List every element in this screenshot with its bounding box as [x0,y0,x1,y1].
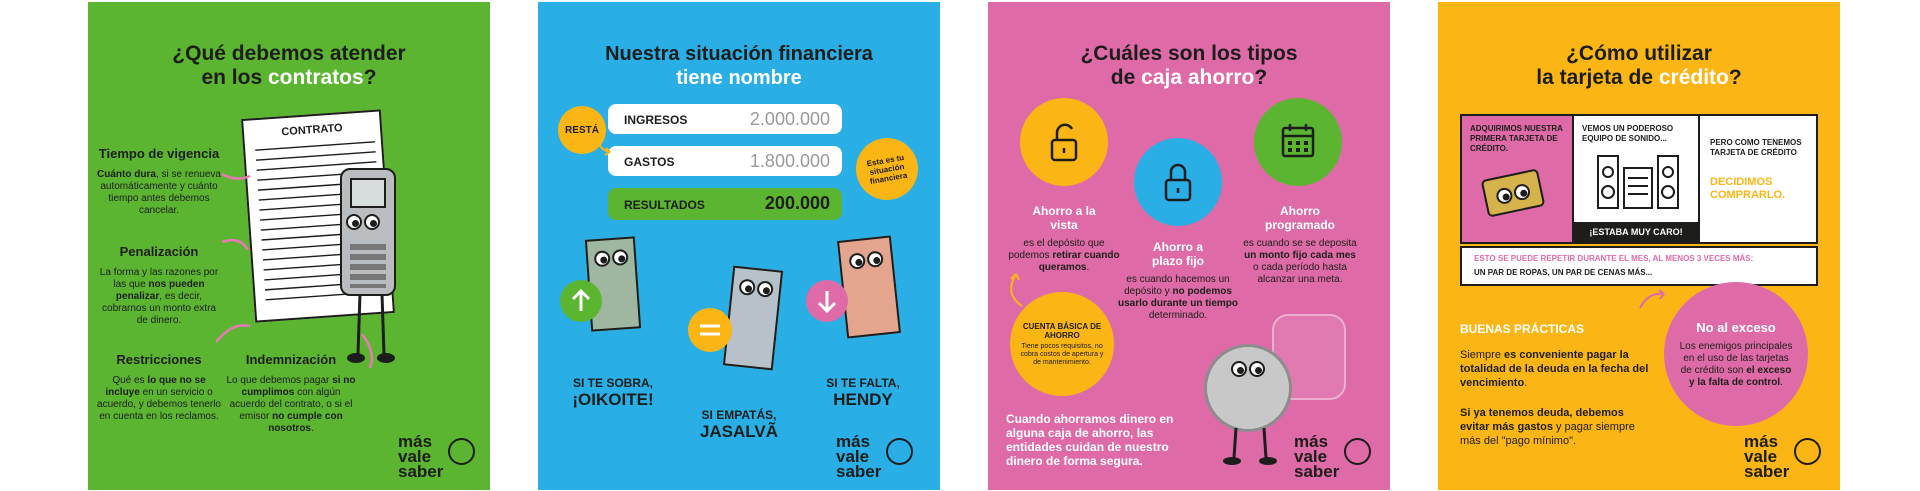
no-exceso-t1: Los enemigos principales en el uso de las tarjetas de crédito son [1679,340,1793,376]
comic-panel-1 [1462,116,1574,242]
bill2-eye-right [756,280,774,298]
logo-line1: más [836,432,871,451]
logo-line2: vale [1294,447,1328,466]
indemnizacion-t1: Lo que debemos pagar [226,375,333,386]
coin-legs [1216,428,1286,468]
indemnizacion-t3: . [311,423,314,434]
card1-title-post: ? [363,66,377,89]
indemnizacion-b2: no cumple con nosotros [268,411,343,434]
resultados-label: RESULTADOS [624,198,705,212]
bill1-eye-right [612,249,629,266]
card3-title-pre: de [1110,66,1142,89]
comic-panel-2 [1574,116,1700,242]
plazo-t2: determinado. [1148,310,1208,321]
resultados-value: 200.000 [764,193,830,213]
programado-text [1242,238,1358,286]
brand-logo [398,434,443,479]
plazo-bold: no podemos usarlo durante un tiempo [1118,286,1239,309]
no-exceso-text [1678,341,1794,389]
repeat-highlight: ESTO SE PUEDE REPETIR DURANTE EL MES, AL MENOS 3 VECES MÁS: [1474,254,1754,263]
resta-label: RESTÁ [565,124,599,136]
callout-badge [856,138,918,200]
vigencia-text [96,169,222,217]
card4-title-post: ? [1728,66,1742,89]
credit-card-character [1481,168,1546,217]
restricciones-t1: Qué es [112,375,148,386]
basica-heading: CUENTA BÁSICA DE AHORRO [1022,321,1102,340]
card-eye-right [1513,183,1532,202]
indemnizacion-t2: con algún acuerdo del contrato, o si el emisor [229,387,353,422]
coin-character [1204,344,1292,432]
panel2-text: VEMOS UN PODEROSO EQUIPO DE SONIDO... [1582,124,1674,143]
vista-t1: es el depósito que podemos [1008,238,1105,261]
buenas-practicas-heading: BUENAS PRÁCTICAS [1460,322,1585,336]
panel3-text: PERO COMO TENEMOS TARJETA DE CRÉDITO [1710,138,1802,157]
flow-arrows [594,132,624,192]
card3-title-highlight: caja ahorro [1141,66,1255,89]
vigencia-heading: Tiempo de vigencia [98,146,220,161]
card4-title-line1: ¿Cómo utilizar [1566,42,1712,65]
card2-title [538,42,940,90]
indemnizacion-b1: si no cumplimos [241,375,356,398]
logo-line3: saber [398,462,444,481]
penalizacion-t1: La forma y las razones por las que [99,267,219,290]
unlock-circle [1020,98,1108,186]
card-caja-ahorro [988,2,1390,490]
pointer-arrows [216,162,396,372]
panel3-highlight: DECIDIMOS COMPRARLO. [1710,176,1786,201]
ahorro-programado [1242,204,1358,286]
logo-line2: vale [398,447,432,466]
ahorro-plazo-fijo [1118,240,1238,322]
vigencia-rest: , si se renueva automáticamente y cuánto tiempo antes debemos cancelar. [100,169,221,216]
vista-t2: . [1086,262,1090,273]
row-gastos [608,146,842,176]
cuenta-basica-badge [1010,292,1114,396]
panel2-bottom: ¡ESTABA MUY CARO! [1574,222,1698,242]
card3-title [988,42,1390,90]
section-restricciones [96,352,222,423]
ingresos-label: INGRESOS [624,113,688,127]
panel1-text: ADQUIRIMOS NUESTRA PRIMERA TARJETA DE CRÉDITO. [1470,124,1563,153]
restricciones-text [96,375,222,423]
logo-line1: más [1294,432,1329,451]
card-contratos [88,2,490,490]
logo-line1: más [1744,432,1779,451]
plazo-heading: Ahorro a plazo fijo [1152,240,1204,268]
no-exceso-badge [1664,282,1808,426]
pink-arrow [1638,288,1668,312]
logo-line3: saber [1744,462,1790,481]
card-tarjeta-credito [1438,2,1840,490]
seal-icon [448,438,475,465]
falta-line1: SI TE FALTA, [826,376,900,390]
card-eye-left [1495,186,1514,205]
repeat-box [1460,246,1818,286]
restricciones-bold: lo que no se incluye [105,375,206,398]
repeat-text: UN PAR DE ROPAS, UN PAR DE CENAS MÁS... [1474,268,1653,277]
card4-title-pre: la tarjeta de [1536,66,1659,89]
falta-line2: HENDY [833,390,893,409]
vista-heading: Ahorro a la vista [1032,204,1096,232]
ingresos-value: 2.000.000 [749,109,830,129]
restricciones-t2: en un servicio o acuerdo, y debemos tenerlo en cuenta en los reclamos. [97,387,221,422]
logo-line1: más [398,432,433,451]
penalizacion-bold: nos pueden penalizar [115,279,205,302]
card1-title-highlight: contratos [268,66,364,89]
section-indemnizacion [226,352,356,435]
card2-title-line1: Nuestra situación financiera [605,43,873,65]
calendar-circle [1254,98,1342,186]
coin-eye-left [1231,361,1247,377]
sobra-line2: ¡OIKOITE! [572,390,654,409]
card2-title-line2: tiene nombre [676,67,802,89]
seal-icon [886,438,913,465]
section-penalizacion [96,244,222,327]
vista-bold: retirar cuando queramos [1038,250,1120,273]
down-arrow-icon [806,280,848,322]
card-situacion-financiera [538,2,940,490]
bp1-bold: es conveniente pagar la totalidad de la deuda en la fecha del vencimiento [1460,349,1649,389]
penalizacion-text [96,267,222,327]
vigencia-bold: Cuánto dura [97,169,156,180]
no-exceso-t2: . [1780,376,1783,388]
equals-icon [688,308,732,352]
indemnizacion-heading: Indemnización [245,352,337,367]
card3-title-line1: ¿Cuáles son los tipos [1080,42,1298,65]
programado-t1: es cuando se se deposita [1243,238,1357,249]
card4-title [1438,42,1840,90]
row-resultados [608,188,842,220]
indemnizacion-text [226,375,356,435]
empatas-line2: JASALVÃ [699,422,779,441]
logo-line2: vale [836,447,870,466]
vista-text [1002,238,1126,274]
bill2-eye-left [738,278,756,296]
calendar-icon [1254,98,1342,186]
card1-title-pre: en los [201,66,268,89]
bill3-eye-left [848,252,866,270]
empatas-line1: SI EMPATÁS, [701,408,777,422]
programado-bold: un monto fijo cada mes [1244,250,1356,261]
sobra-caption [558,376,668,410]
restricciones-heading: Restricciones [116,352,202,367]
basica-text: Tiene pocos requisitos, no cobra costos de apertura y de mantenimiento. [1020,342,1104,366]
bp2-text: y pagar siempre más del "pago mínimo". [1460,421,1635,447]
brand-logo [1294,434,1339,479]
bp1-t1: Siempre [1460,349,1505,361]
comic-strip [1460,114,1818,244]
logo-line3: saber [1294,462,1340,481]
card3-bottom-text: Cuando ahorramos dinero en alguna caja de ahorro, las entidades cuidan de nuestro dinero de forma segura. [1006,412,1174,468]
unlock-icon [1020,98,1108,186]
buenas-practicas-1 [1460,348,1650,390]
plazo-t1: es cuando hacemos un depósito y [1124,274,1230,297]
card3-title-post: ? [1254,66,1268,89]
plazo-text [1118,274,1238,322]
bill3-eye-right [866,250,884,268]
buenas-practicas-2 [1460,406,1650,448]
bp1-t2: . [1524,377,1528,389]
empatas-caption [684,408,794,442]
programado-heading: Ahorro programado [1264,204,1335,232]
card1-title [88,42,490,90]
seal-icon [1794,438,1821,465]
row-ingresos [608,104,842,134]
callout-text: Esta es tu situación financiera [866,152,908,186]
logo-line3: saber [836,462,882,481]
coin-eye-right [1249,361,1265,377]
brand-logo [1744,434,1789,479]
logo-line2: vale [1744,447,1778,466]
card1-title-line1: ¿Qué debemos atender [172,42,406,65]
bp2-bold: Si ya tenemos deuda, debemos evitar más gastos [1460,407,1624,433]
brand-logo [836,434,881,479]
falta-caption [808,376,918,410]
seal-icon [1344,438,1371,465]
bill1-eye-left [594,250,611,267]
penalizacion-heading: Penalización [119,244,199,259]
gastos-value: 1.800.000 [749,151,830,171]
sobra-line1: SI TE SOBRA, [572,376,653,390]
programado-t2: o cada período hasta alcanzar una meta. [1253,262,1347,285]
comic-panel-3 [1700,116,1816,242]
contract-label: CONTRATO [281,122,344,139]
no-exceso-bold: el exceso y la falta de control [1689,364,1792,388]
lock-icon [1134,138,1222,226]
lock-circle [1134,138,1222,226]
no-exceso-heading: No al exceso [1696,319,1776,335]
ahorro-vista [1002,204,1126,274]
sound-system-icon [1588,152,1688,214]
section-vigencia [96,146,222,217]
up-arrow-icon [560,280,602,322]
penalizacion-t2: , es decir, cobrarnos un monto extra de dinero. [102,291,216,326]
gastos-label: GASTOS [624,155,675,169]
card4-title-highlight: crédito [1658,66,1729,89]
